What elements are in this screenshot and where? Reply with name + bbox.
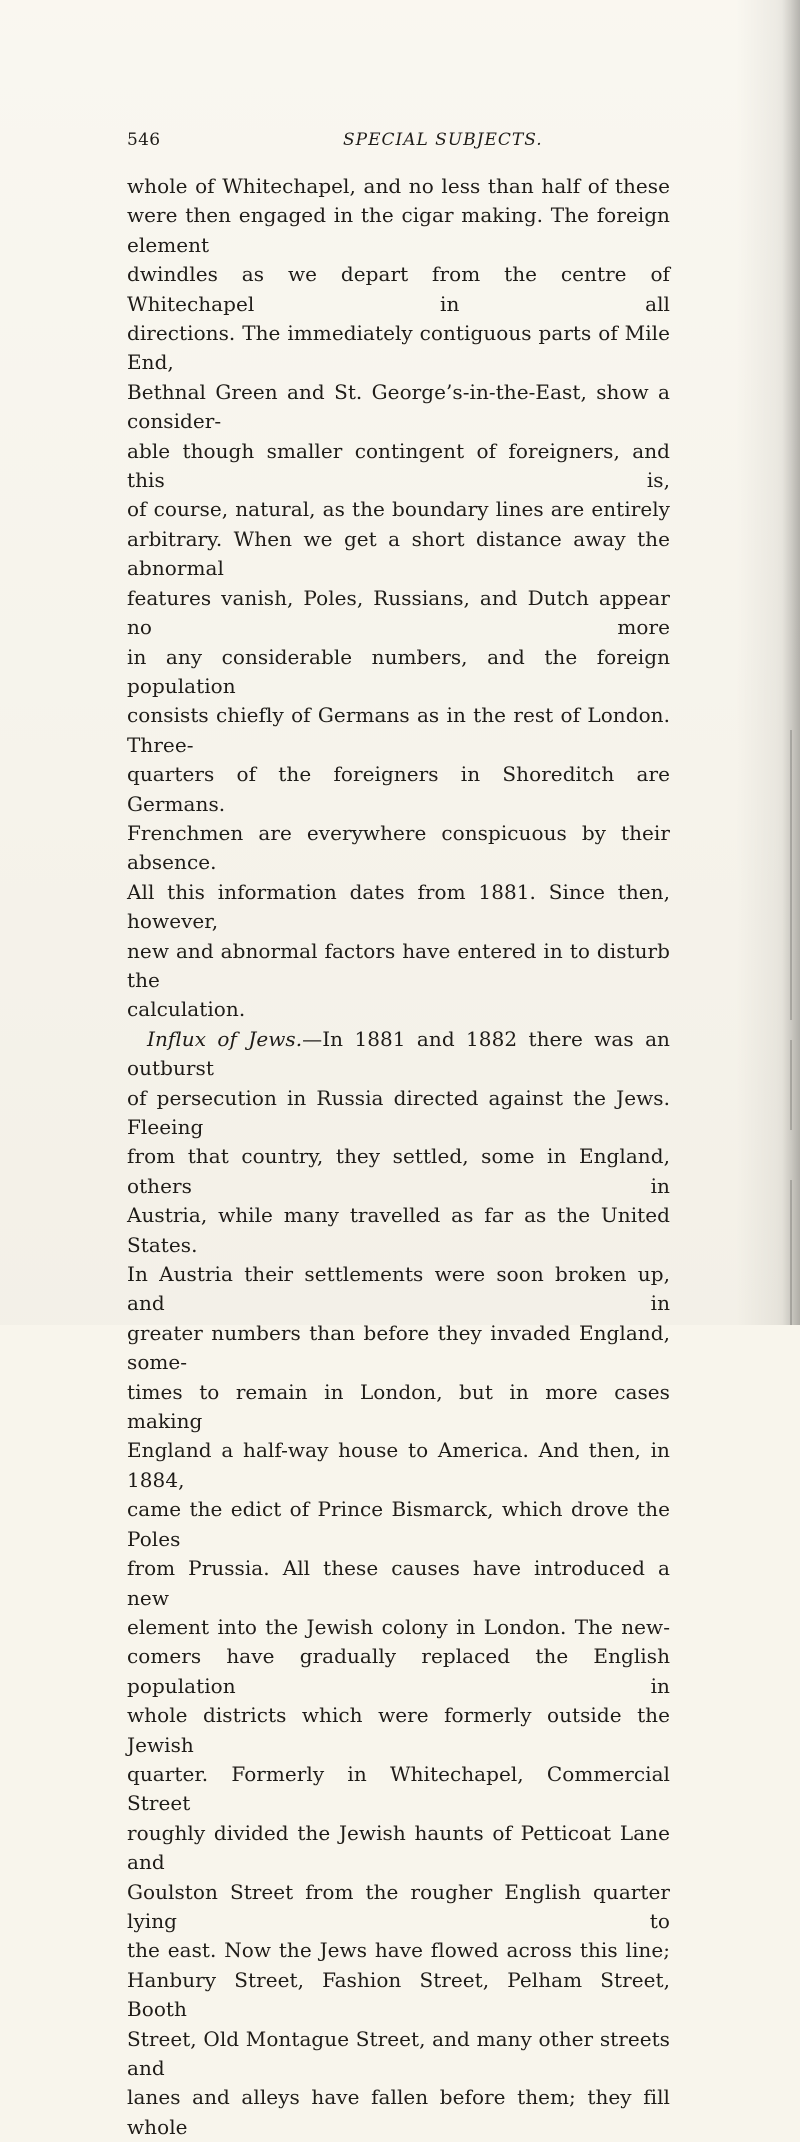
text-line: whole districts which were formerly outside the Jewish	[127, 1703, 670, 1757]
text-line: calculation.	[127, 997, 246, 1022]
text-line: able though smaller contingent of foreigners, and this is,	[127, 438, 670, 493]
text-line: of persecution in Russia directed against the Jews. Fleeing	[127, 1085, 670, 1139]
running-head: SPECIAL SUBJECTS.	[343, 130, 543, 150]
text-line: from Prussia. All these causes have introduced a new	[127, 1556, 670, 1610]
text-line: roughly divided the Jewish haunts of Petticoat Lane and	[127, 1820, 670, 1875]
text-line: from that country, they settled, some in England, others in	[127, 1144, 670, 1198]
text-line: consists chiefly of Germans as in the rest of London. Three-	[127, 703, 670, 757]
text-line: element into the Jewish colony in London. The new-	[127, 1614, 670, 1639]
text-line: Bethnal Green and St. George’s-in-the-East, show a consider-	[127, 379, 670, 434]
body-text	[127, 172, 670, 2142]
page-number: 546	[127, 130, 161, 150]
text-line: of course, natural, as the boundary lines are entirely	[127, 497, 670, 522]
page-edge-mark	[790, 1180, 792, 1325]
section-heading-continuation: —In 1881 and 1882 there was an outburst	[127, 1026, 670, 1081]
text-line: new and abnormal factors have entered in to disturb the	[127, 938, 670, 992]
text-line: comers have gradually replaced the English population in	[127, 1644, 670, 1698]
text-line: In Austria their settlements were soon broken up, and in	[127, 1262, 670, 1316]
text-line: Austria, while many travelled as far as the United States.	[127, 1203, 670, 1257]
page-header	[127, 130, 670, 158]
section-line-influx	[127, 1025, 670, 1084]
text-line: lanes and alleys have fallen before them; they fill whole	[127, 2085, 670, 2139]
text-line: in any considerable numbers, and the foreign population	[127, 644, 670, 698]
text-line: England a half-way house to America. And then, in 1884,	[127, 1438, 670, 1492]
text-line: Frenchmen are everywhere conspicuous by their absence.	[127, 820, 670, 875]
text-line: the east. Now the Jews have flowed across this line;	[127, 1938, 670, 1963]
text-line: dwindles as we depart from the centre of Whitechapel in all	[127, 262, 670, 316]
text-line: Hanbury Street, Fashion Street, Pelham Street, Booth	[127, 1967, 670, 2022]
text-line: quarter. Formerly in Whitechapel, Commercial Street	[127, 1761, 670, 1816]
text-line: whole of Whitechapel, and no less than half of these	[127, 174, 670, 198]
text-line: All this information dates from 1881. Since then, however,	[127, 879, 670, 934]
page-edge-mark	[790, 1040, 792, 1130]
text-line: came the edict of Prince Bismarck, which drove the Poles	[127, 1497, 670, 1551]
text-line: features vanish, Poles, Russians, and Dutch appear no more	[127, 585, 670, 640]
text-line: times to remain in London, but in more cases making	[127, 1379, 670, 1434]
text-line: were then engaged in the cigar making. The foreign element	[127, 203, 670, 257]
text-line: quarters of the foreigners in Shoreditch are Germans.	[127, 762, 670, 816]
text-line: Street, Old Montague Street, and many other streets and	[127, 2026, 670, 2080]
page-edge-mark	[790, 900, 792, 1020]
text-line: arbitrary. When we get a short distance away the abnormal	[127, 526, 670, 581]
section-heading-influx: Influx of Jews.	[147, 1026, 303, 1051]
text-line: greater numbers than before they invaded England, some-	[127, 1320, 670, 1375]
text-line: Goulston Street from the rougher English quarter lying to	[127, 1879, 670, 1933]
page-edge-mark	[790, 730, 792, 900]
text-line: directions. The immediately contiguous parts of Mile End,	[127, 321, 670, 375]
